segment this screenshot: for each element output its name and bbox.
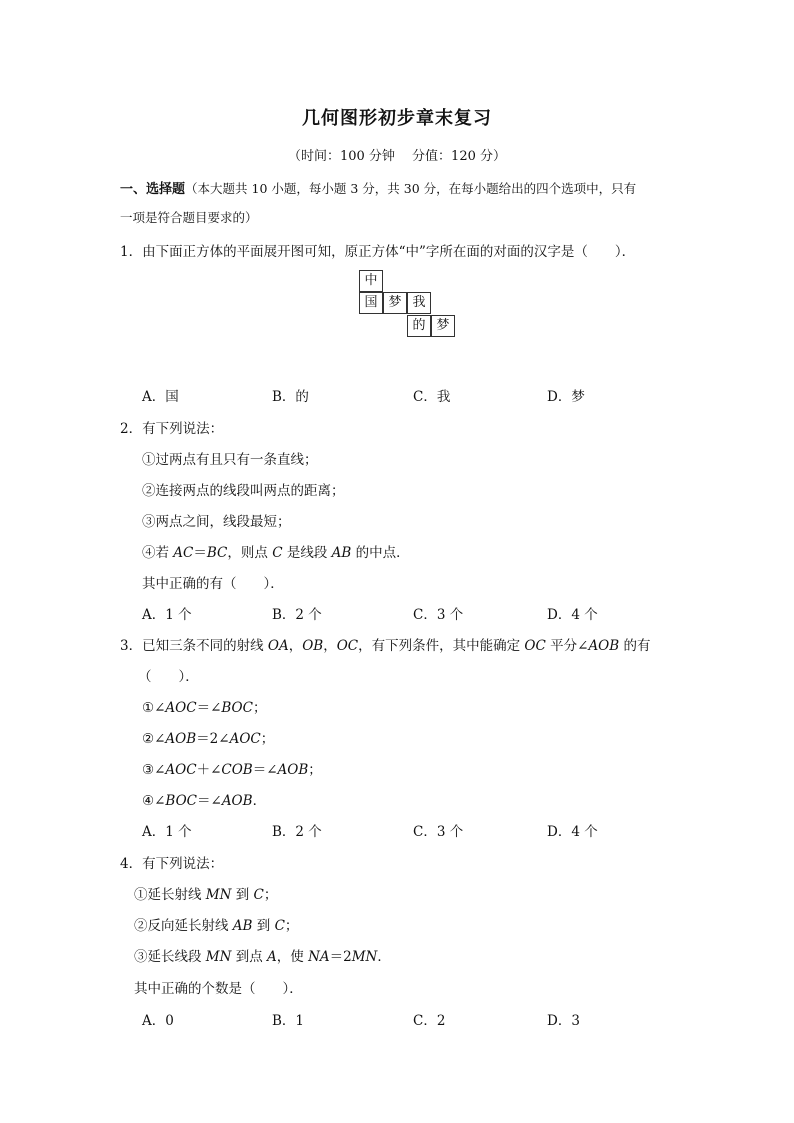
net-cell: 我 — [407, 292, 431, 314]
q3-condition-2 — [142, 727, 274, 747]
text: ＝∠ — [196, 700, 222, 716]
text: ； — [263, 887, 278, 903]
text: 到 — [252, 918, 275, 934]
text: 的中点． — [351, 545, 410, 561]
math: OA — [267, 638, 289, 654]
q4-option-c: C．2 — [413, 1013, 446, 1029]
text: ①∠ — [142, 700, 166, 716]
q3-option-c: C．3 个 — [413, 824, 464, 840]
net-cell: 梦 — [383, 292, 407, 314]
math: AB — [331, 545, 352, 561]
text: ，则点 — [227, 545, 273, 561]
text: ，使 — [276, 949, 309, 965]
math: OC — [524, 638, 546, 654]
text: ＝∠ — [252, 762, 278, 778]
math: AOB — [588, 638, 620, 654]
math: BOC — [221, 700, 253, 716]
q1-option-b: B．的 — [272, 389, 309, 405]
section-header — [120, 178, 636, 197]
text: 到点 — [231, 949, 268, 965]
q3-condition-3 — [142, 758, 322, 778]
q3-option-b: B．2 个 — [272, 824, 322, 840]
text: ，有下列条件，其中能确定 — [358, 638, 525, 654]
q2-statement-3: ③两点之间，线段最短； — [142, 514, 291, 530]
page-title: 几何图形初步章末复习 — [302, 108, 492, 129]
q2-statement-4 — [142, 541, 410, 561]
math: MN — [205, 887, 232, 903]
math: OC — [336, 638, 359, 654]
net-cell: 中 — [359, 270, 383, 292]
text: ＝2∠ — [196, 731, 230, 747]
text: ＝∠ — [197, 793, 222, 809]
q3-condition-4 — [142, 789, 266, 809]
math: A — [267, 949, 277, 965]
text: ． — [377, 949, 391, 965]
q2-statement-1: ①过两点有且只有一条直线； — [142, 452, 318, 468]
math: OB — [302, 638, 324, 654]
text: ②∠ — [142, 731, 166, 747]
q3-stem — [120, 634, 650, 654]
section-note-line-2 — [120, 208, 258, 226]
text: ②反向延长射线 — [134, 918, 233, 934]
net-cell: 梦 — [431, 315, 455, 337]
q1-option-c: C．我 — [413, 389, 451, 405]
q1-option-d: D．梦 — [547, 389, 585, 405]
math: AOC — [165, 700, 197, 716]
math: AOB — [165, 731, 197, 747]
text: ④若 — [142, 545, 174, 561]
section-note-2: 一项是符合题目要求的） — [120, 210, 258, 225]
text: 是线段 — [282, 545, 332, 561]
math: BOC — [165, 793, 197, 809]
q4-option-d: D．3 — [547, 1013, 580, 1029]
text: ＝2 — [329, 949, 352, 965]
math: NA — [308, 949, 330, 965]
q3-option-d: D．4 个 — [547, 824, 598, 840]
math: C — [253, 887, 264, 903]
q4-option-a: A．0 — [142, 1013, 174, 1029]
math: C — [274, 918, 285, 934]
q2-option-c: C．3 个 — [413, 607, 464, 623]
q2-option-b: B．2 个 — [272, 607, 322, 623]
q1-option-a: A．国 — [142, 389, 179, 405]
text: 到 — [231, 887, 254, 903]
text: ， — [288, 638, 303, 654]
text: ； — [252, 700, 267, 716]
q2-option-a: A．1 个 — [142, 607, 192, 623]
text: ①延长射线 — [134, 887, 206, 903]
math: MN — [351, 949, 378, 965]
q2-option-d: D．4 个 — [547, 607, 598, 623]
section-label: 一、选择题 — [120, 182, 186, 197]
q4-ask: 其中正确的个数是（ ）． — [134, 981, 303, 997]
math: AOB — [277, 762, 309, 778]
text: ＋∠ — [196, 762, 222, 778]
math: AOC — [165, 762, 197, 778]
q4-statement-2 — [134, 914, 298, 934]
text: ③延长线段 — [134, 949, 206, 965]
q1-stem: 1．由下面正方体的平面展开图可知，原正方体“中”字所在面的对面的汉字是（ ）． — [120, 244, 636, 260]
math: AB — [232, 918, 253, 934]
text: ＝ — [193, 545, 207, 561]
q3-condition-1 — [142, 696, 266, 716]
q3-stem-line-2: （ ）． — [138, 669, 199, 685]
text: 3．已知三条不同的射线 — [120, 638, 268, 654]
section-note-1: （本大题共 10 小题，每小题 3 分，共 30 分，在每小题给出的四个选项中，只有 — [185, 181, 637, 196]
math: AOC — [229, 731, 261, 747]
q4-option-b: B．1 — [272, 1013, 305, 1029]
text: ④∠ — [142, 793, 166, 809]
text: ； — [308, 762, 322, 778]
q2-statement-2: ②连接两点的线段叫两点的距离； — [142, 483, 345, 499]
q4-stem: 4．有下列说法： — [120, 856, 224, 872]
math: BC — [206, 545, 228, 561]
math: MN — [205, 949, 232, 965]
math: C — [272, 545, 283, 561]
exam-meta: （时间：100 分钟 分值：120 分） — [287, 149, 507, 164]
text: ， — [323, 638, 337, 654]
q4-statement-1 — [134, 883, 277, 903]
q4-statement-3 — [134, 945, 391, 965]
net-cell: 的 — [407, 315, 431, 337]
q3-option-a: A．1 个 — [142, 824, 192, 840]
q2-stem: 2．有下列说法： — [120, 421, 224, 437]
q2-ask: 其中正确的有（ ）． — [142, 576, 284, 592]
text: ． — [252, 793, 267, 809]
net-cell: 国 — [359, 292, 383, 314]
text: 平分∠ — [545, 638, 589, 654]
text: ； — [284, 918, 299, 934]
text: ； — [260, 731, 275, 747]
text: 的有 — [619, 638, 651, 654]
text: ③∠ — [142, 762, 166, 778]
math: AOB — [221, 793, 253, 809]
math: AC — [173, 545, 194, 561]
math: COB — [221, 762, 253, 778]
